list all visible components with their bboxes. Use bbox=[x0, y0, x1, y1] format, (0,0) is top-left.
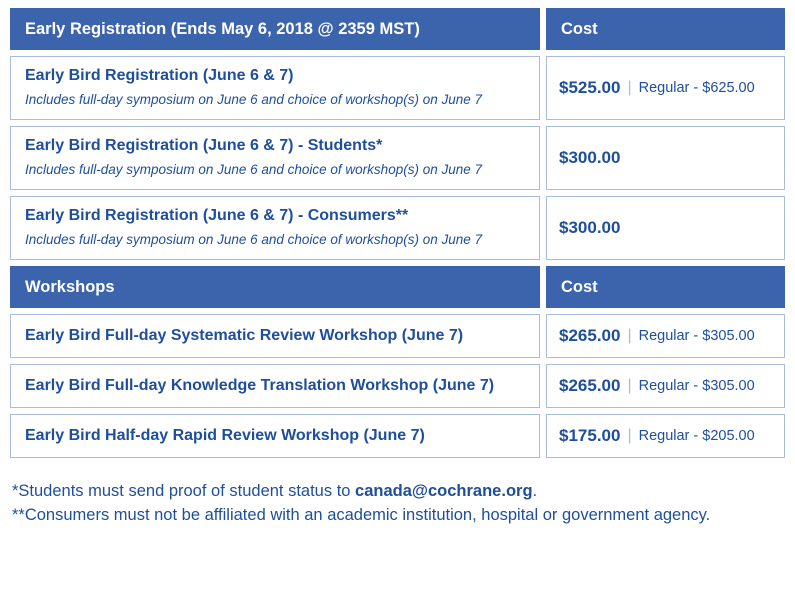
workshop-title: Early Bird Full-day Systematic Review Workshop (June 7) bbox=[25, 326, 464, 344]
price-separator: | bbox=[627, 327, 632, 344]
regular-price: Regular - $305.00 bbox=[638, 378, 755, 394]
workshop-cost-cell bbox=[546, 364, 785, 408]
registration-title: Early Bird Registration (June 6 & 7) bbox=[25, 67, 294, 84]
table-row bbox=[10, 314, 785, 358]
workshop-description-cell bbox=[10, 364, 540, 408]
students-footnote bbox=[12, 480, 785, 504]
early-bird-price: $175.00 bbox=[559, 426, 621, 445]
workshops-header-row bbox=[10, 266, 785, 308]
regular-price: Regular - $205.00 bbox=[638, 428, 755, 444]
table-row bbox=[10, 364, 785, 408]
workshop-title: Early Bird Full-day Knowledge Translation Workshop (June 7) bbox=[25, 376, 495, 394]
workshops-cost-header: Cost bbox=[546, 266, 785, 308]
registration-subtitle: Includes full-day symposium on June 6 and choice of workshop(s) on June 7 bbox=[25, 232, 482, 247]
registration-description-cell bbox=[10, 196, 540, 260]
table-row bbox=[10, 414, 785, 458]
students-footnote-prefix: *Students must send proof of student status to bbox=[12, 482, 356, 500]
early-bird-price: $300.00 bbox=[559, 148, 621, 167]
registration-subtitle: Includes full-day symposium on June 6 and choice of workshop(s) on June 7 bbox=[25, 162, 482, 177]
regular-price: Regular - $625.00 bbox=[638, 80, 755, 96]
registration-cost-cell bbox=[546, 126, 785, 190]
registration-cost-cell bbox=[546, 196, 785, 260]
students-footnote-suffix: . bbox=[532, 482, 538, 500]
early-bird-price: $525.00 bbox=[559, 78, 621, 97]
workshops-header-label: Workshops bbox=[10, 266, 540, 308]
regular-price: Regular - $305.00 bbox=[638, 328, 755, 344]
early-registration-cost-header: Cost bbox=[546, 8, 785, 50]
price-separator: | bbox=[627, 427, 632, 444]
footnotes bbox=[10, 480, 785, 528]
workshop-description-cell bbox=[10, 314, 540, 358]
workshop-cost-cell bbox=[546, 414, 785, 458]
early-registration-header-label: Early Registration (Ends May 6, 2018 @ 2359 MST) bbox=[10, 8, 540, 50]
early-bird-price: $300.00 bbox=[559, 218, 621, 237]
registration-subtitle: Includes full-day symposium on June 6 and choice of workshop(s) on June 7 bbox=[25, 92, 482, 107]
workshop-cost-cell bbox=[546, 314, 785, 358]
table-row bbox=[10, 126, 785, 190]
table-row bbox=[10, 56, 785, 120]
registration-cost-cell bbox=[546, 56, 785, 120]
registration-description-cell bbox=[10, 56, 540, 120]
registration-title: Early Bird Registration (June 6 & 7) - Students* bbox=[25, 137, 383, 154]
table-row bbox=[10, 196, 785, 260]
early-registration-header-row bbox=[10, 8, 785, 50]
contact-email[interactable]: canada@cochrane.org bbox=[355, 482, 533, 500]
early-bird-price: $265.00 bbox=[559, 376, 621, 395]
registration-title: Early Bird Registration (June 6 & 7) - Consumers** bbox=[25, 207, 409, 224]
consumers-footnote: **Consumers must not be affiliated with an academic institution, hospital or government agency. bbox=[12, 505, 711, 524]
price-separator: | bbox=[627, 377, 632, 394]
price-separator: | bbox=[627, 79, 632, 96]
early-bird-price: $265.00 bbox=[559, 326, 621, 345]
workshop-description-cell bbox=[10, 414, 540, 458]
registration-description-cell bbox=[10, 126, 540, 190]
workshop-title: Early Bird Half-day Rapid Review Workshop (June 7) bbox=[25, 426, 425, 444]
